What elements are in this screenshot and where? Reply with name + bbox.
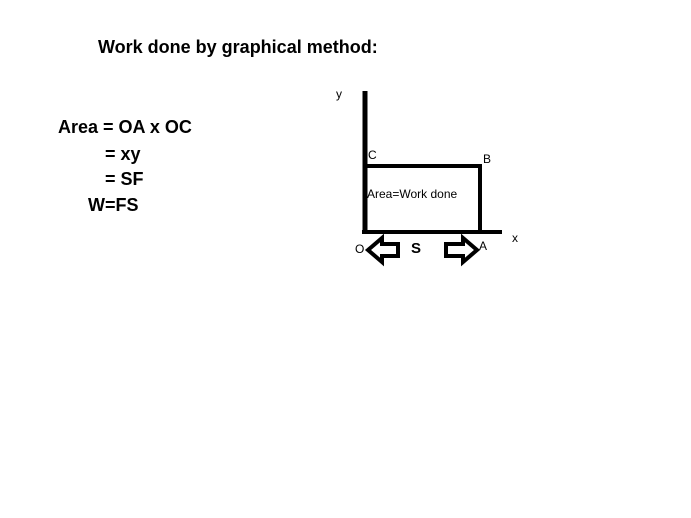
point-c-label: C <box>368 148 377 162</box>
equation-work: W=FS <box>88 195 139 215</box>
left-arrow-icon <box>368 238 398 262</box>
equation-area: Area = OA x OC <box>58 117 192 137</box>
equation-sf: = SF <box>105 169 144 189</box>
equation-xy: = xy <box>105 144 141 164</box>
point-b-label: B <box>483 152 492 166</box>
displacement-label: S <box>411 240 422 257</box>
y-axis-label: y <box>336 87 342 101</box>
area-label: Area=Work done <box>367 187 458 201</box>
point-o-label: O <box>355 242 365 256</box>
right-arrow-icon <box>446 238 477 262</box>
point-a-label: A <box>479 239 488 253</box>
x-axis-label: x <box>512 231 518 245</box>
page-title: Work done by graphical method: <box>98 37 378 57</box>
